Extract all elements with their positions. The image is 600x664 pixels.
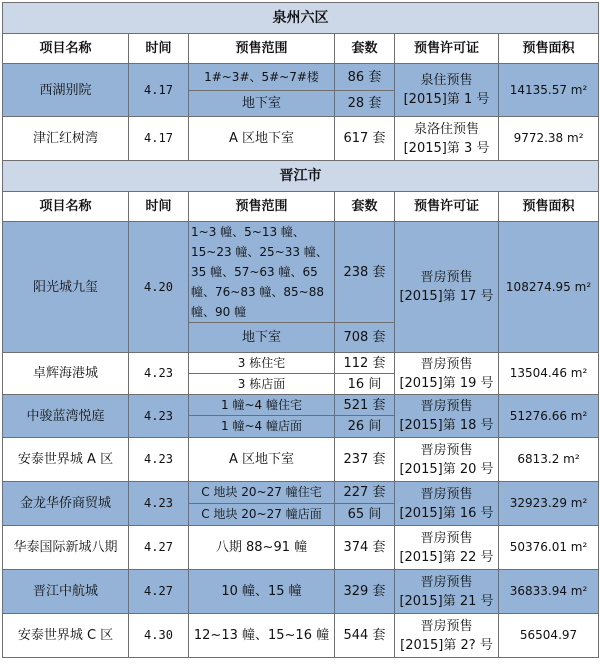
- col-header-name: 项目名称: [3, 192, 129, 222]
- permit-number: [395, 482, 499, 526]
- permit-authority: 晋房预售: [420, 574, 473, 590]
- presale-area: 32923.29 m²: [499, 482, 599, 526]
- unit-count: 238 套: [335, 222, 395, 323]
- permit-number: [395, 614, 499, 658]
- section-header-quanzhou: [3, 3, 599, 34]
- presale-area: 51276.66 m²: [499, 395, 599, 438]
- table-row: [3, 117, 599, 161]
- presale-scope: 1#~3#、5#~7#楼: [189, 64, 335, 91]
- unit-count: 708 套: [335, 323, 395, 353]
- project-name: 阳光城九玺: [3, 222, 129, 353]
- col-header-scope: 预售范围: [189, 34, 335, 64]
- project-name: 津汇红树湾: [3, 117, 129, 161]
- table-row: [3, 482, 599, 504]
- section-header-jinjiang: [3, 161, 599, 192]
- presale-table: [2, 2, 599, 658]
- presale-area: 14135.57 m²: [499, 64, 599, 117]
- presale-area: 108274.95 m²: [499, 222, 599, 353]
- presale-area: 13504.46 m²: [499, 353, 599, 395]
- permit-number: [395, 117, 499, 161]
- permit-code: [2015]第 20 号: [399, 461, 494, 477]
- project-name: 安泰世界城 A 区: [3, 438, 129, 482]
- col-header-area: 预售面积: [499, 34, 599, 64]
- presale-table-wrapper: [2, 2, 598, 658]
- project-name: 西湖别院: [3, 64, 129, 117]
- unit-count: 237 套: [335, 438, 395, 482]
- presale-date: 4.27: [129, 570, 189, 614]
- project-name: 中骏蓝湾悦庭: [3, 395, 129, 438]
- col-header-scope: 预售范围: [189, 192, 335, 222]
- project-name: 安泰世界城 C 区: [3, 614, 129, 658]
- presale-scope: C 地块 20~27 幢住宅: [189, 482, 335, 504]
- permit-code: [2015]第 22 号: [399, 549, 494, 565]
- presale-scope: 八期 88~91 幢: [189, 526, 335, 570]
- permit-code: [2015]第 16 号: [399, 505, 494, 521]
- col-header-name: 项目名称: [3, 34, 129, 64]
- permit-number: [395, 353, 499, 395]
- permit-authority: 晋房预售: [420, 618, 473, 634]
- presale-scope: 1 幢~4 幢住宅: [189, 395, 335, 416]
- unit-count: 28 套: [335, 91, 395, 117]
- permit-authority: 晋房预售: [420, 399, 473, 414]
- presale-scope: A 区地下室: [189, 438, 335, 482]
- permit-number: [395, 395, 499, 438]
- table-row: [3, 353, 599, 374]
- table-row: [3, 395, 599, 416]
- permit-code: [2015]第 17 号: [399, 289, 494, 304]
- project-name: 晋江中航城: [3, 570, 129, 614]
- presale-scope: 地下室: [189, 91, 335, 117]
- project-name: 金龙华侨商贸城: [3, 482, 129, 526]
- presale-date: 4.20: [129, 222, 189, 353]
- presale-area: 50376.01 m²: [499, 526, 599, 570]
- column-header-row: [3, 192, 599, 222]
- permit-code: [2015]第 3 号: [403, 140, 490, 156]
- col-header-permit: 预售许可证: [395, 34, 499, 64]
- presale-scope: 10 幢、15 幢: [189, 570, 335, 614]
- presale-date: 4.23: [129, 353, 189, 395]
- presale-scope: 1~3 幢、5~13 幢、15~23 幢、25~33 幢、35 幢、57~63 幢、65 幢、76~83 幢、85~88 幢、90 幢: [189, 222, 335, 323]
- permit-code: [2015]第 21 号: [399, 593, 494, 609]
- permit-code: [2015]第 18 号: [399, 418, 494, 433]
- presale-scope: 3 栋店面: [189, 374, 335, 395]
- project-name: 卓辉海港城: [3, 353, 129, 395]
- unit-count: 521 套: [335, 395, 395, 416]
- permit-authority: 泉洛住预售: [413, 121, 479, 137]
- presale-date: 4.23: [129, 395, 189, 438]
- table-row: [3, 222, 599, 323]
- presale-scope: 1 幢~4 幢店面: [189, 416, 335, 438]
- col-header-area: 预售面积: [499, 192, 599, 222]
- table-row: [3, 570, 599, 614]
- unit-count: 65 间: [335, 504, 395, 526]
- permit-authority: 晋房预售: [420, 442, 473, 458]
- presale-scope: 地下室: [189, 323, 335, 353]
- permit-authority: 泉住预售: [420, 73, 473, 88]
- presale-date: 4.30: [129, 614, 189, 658]
- table-row: [3, 438, 599, 482]
- presale-scope: 3 栋住宅: [189, 353, 335, 374]
- presale-date: 4.23: [129, 438, 189, 482]
- permit-number: [395, 570, 499, 614]
- section-title: 晋江市: [3, 161, 599, 192]
- unit-count: 374 套: [335, 526, 395, 570]
- permit-code: [2015]第 19 号: [399, 375, 494, 391]
- presale-date: 4.23: [129, 482, 189, 526]
- project-name: 华泰国际新城八期: [3, 526, 129, 570]
- presale-scope: C 地块 20~27 幢店面: [189, 504, 335, 526]
- permit-number: [395, 64, 499, 117]
- presale-area: 9772.38 m²: [499, 117, 599, 161]
- presale-scope: 12~13 幢、15~16 幢: [189, 614, 335, 658]
- table-row: [3, 526, 599, 570]
- unit-count: 544 套: [335, 614, 395, 658]
- col-header-count: 套数: [335, 192, 395, 222]
- permit-number: [395, 438, 499, 482]
- permit-authority: 晋房预售: [420, 270, 473, 285]
- presale-date: 4.17: [129, 117, 189, 161]
- table-row: [3, 614, 599, 658]
- col-header-permit: 预售许可证: [395, 192, 499, 222]
- permit-authority: 晋房预售: [420, 486, 473, 502]
- permit-code: [2015]第 1 号: [403, 92, 490, 107]
- col-header-date: 时间: [129, 192, 189, 222]
- presale-scope: A 区地下室: [189, 117, 335, 161]
- unit-count: 112 套: [335, 353, 395, 374]
- presale-area: 36833.94 m²: [499, 570, 599, 614]
- permit-number: [395, 222, 499, 353]
- col-header-count: 套数: [335, 34, 395, 64]
- presale-area: 6813.2 m²: [499, 438, 599, 482]
- permit-number: [395, 526, 499, 570]
- column-header-row: [3, 34, 599, 64]
- unit-count: 16 间: [335, 374, 395, 395]
- table-row: [3, 64, 599, 91]
- unit-count: 227 套: [335, 482, 395, 504]
- presale-area: 56504.97: [499, 614, 599, 658]
- unit-count: 86 套: [335, 64, 395, 91]
- permit-code: [2015]第 2? 号: [400, 637, 493, 653]
- presale-date: 4.17: [129, 64, 189, 117]
- unit-count: 617 套: [335, 117, 395, 161]
- section-title: 泉州六区: [3, 3, 599, 34]
- col-header-date: 时间: [129, 34, 189, 64]
- unit-count: 26 间: [335, 416, 395, 438]
- presale-date: 4.27: [129, 526, 189, 570]
- permit-authority: 晋房预售: [420, 530, 473, 546]
- permit-authority: 晋房预售: [420, 356, 473, 372]
- unit-count: 329 套: [335, 570, 395, 614]
